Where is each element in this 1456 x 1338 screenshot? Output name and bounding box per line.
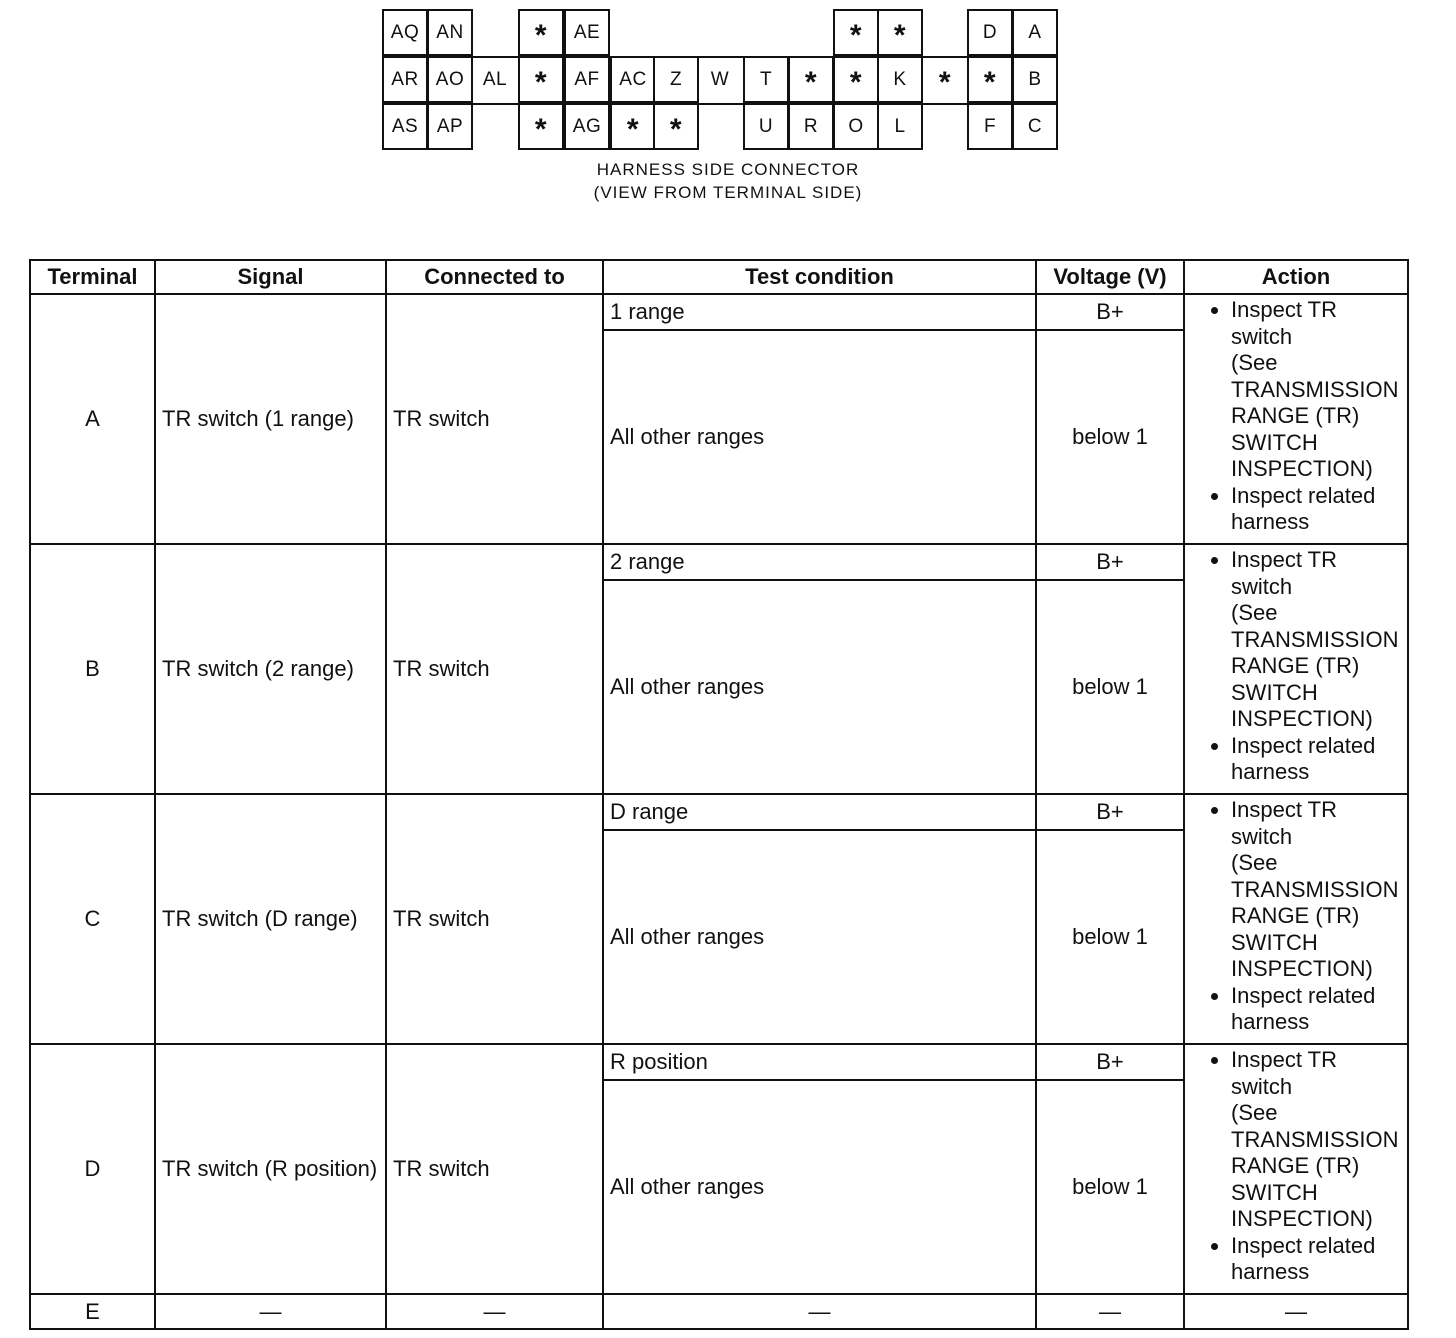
action-cell [1184,544,1408,794]
connector-pin: AL [482,68,508,90]
signal-cell: TR switch (R position) [155,1044,386,1294]
connector-pin: D [967,9,1013,56]
connector-pin: K [877,56,923,103]
table-row [30,294,1408,330]
connector-pin: C [1012,103,1058,150]
connector-pin: AC [610,56,656,103]
terminal-cell: E [30,1294,155,1329]
connector-pin: AS [382,103,428,150]
connector-pin: * [518,103,564,150]
signal-cell: TR switch (1 range) [155,294,386,544]
action-item: • Inspect related harness [1231,733,1403,786]
table-header-row [30,260,1408,294]
connector-pin: AF [564,56,610,103]
terminal-cell: A [30,294,155,544]
connector-pin: AE [564,9,610,56]
condition-cell: R position [603,1044,1036,1080]
terminal-voltage-table [29,259,1409,1330]
terminal-cell: D [30,1044,155,1294]
table-row [30,544,1408,580]
connector-pin: AR [382,56,428,103]
connected-to-cell: TR switch [386,1044,603,1294]
connector-pin: W [710,68,730,90]
action-cell [1184,794,1408,1044]
voltage-cell: B+ [1036,1044,1184,1080]
action-item: • Inspect related harness [1231,983,1403,1036]
signal-cell: — [155,1294,386,1329]
voltage-cell: below 1 [1036,580,1184,794]
connector-pin: AN [427,9,473,56]
connector-pin: * [610,103,656,150]
header-terminal: Terminal [30,260,155,294]
voltage-cell: B+ [1036,294,1184,330]
header-voltage: Voltage (V) [1036,260,1184,294]
connector-pin: R [788,103,834,150]
header-test-condition: Test condition [603,260,1036,294]
signal-cell: TR switch (2 range) [155,544,386,794]
header-action: Action [1184,260,1408,294]
connector-pin: L [877,103,923,150]
voltage-cell: below 1 [1036,1080,1184,1294]
connector-pin: AQ [382,9,428,56]
action-item: • Inspect TR switch (See TRANSMISSION RANGE (TR) SWITCH INSPECTION) [1231,547,1403,733]
action-item: • Inspect related harness [1231,1233,1403,1286]
condition-cell: D range [603,794,1036,830]
action-cell [1184,294,1408,544]
action-item: • Inspect TR switch (See TRANSMISSION RANGE (TR) SWITCH INSPECTION) [1231,797,1403,983]
table-row [30,1044,1408,1080]
voltage-cell: B+ [1036,544,1184,580]
voltage-cell: below 1 [1036,830,1184,1044]
header-connected-to: Connected to [386,260,603,294]
connected-to-cell: TR switch [386,294,603,544]
connected-to-cell: TR switch [386,544,603,794]
connector-pin: * [967,56,1013,103]
action-item: • Inspect TR switch (See TRANSMISSION RANGE (TR) SWITCH INSPECTION) [1231,1047,1403,1233]
connector-pin: * [653,103,699,150]
condition-cell: All other ranges [603,580,1036,794]
connector-pin: * [877,9,923,56]
action-item: • Inspect TR switch (See TRANSMISSION RANGE (TR) SWITCH INSPECTION) [1231,297,1403,483]
terminal-cell: C [30,794,155,1044]
connector-pin: * [833,56,879,103]
connector-pin: * [938,65,952,99]
action-cell: — [1184,1294,1408,1329]
connector-caption-line2: (VIEW FROM TERMINAL SIDE) [593,183,863,202]
connected-to-cell: TR switch [386,794,603,1044]
table-row [30,1294,1408,1329]
connector-pin: AP [427,103,473,150]
connector-caption-line1: HARNESS SIDE CONNECTOR [596,160,860,179]
condition-cell: All other ranges [603,830,1036,1044]
condition-cell: 2 range [603,544,1036,580]
voltage-cell: B+ [1036,794,1184,830]
table-row [30,794,1408,830]
connector-pin: Z [653,56,699,103]
connector-pin: * [788,56,834,103]
connector-pin: AO [427,56,473,103]
condition-cell: All other ranges [603,1080,1036,1294]
action-item: • Inspect related harness [1231,483,1403,536]
connected-to-cell: — [386,1294,603,1329]
connector-pin: F [967,103,1013,150]
condition-cell: 1 range [603,294,1036,330]
terminal-cell: B [30,544,155,794]
connector-pin: O [833,103,879,150]
connector-pin: B [1012,56,1058,103]
connector-pin: * [518,9,564,56]
connector-pin: U [743,103,789,150]
voltage-cell: below 1 [1036,330,1184,544]
header-signal: Signal [155,260,386,294]
voltage-cell: — [1036,1294,1184,1329]
harness-connector-diagram [0,0,1456,220]
connector-pin: * [518,56,564,103]
connector-pin: * [833,9,879,56]
condition-cell: — [603,1294,1036,1329]
condition-cell: All other ranges [603,330,1036,544]
action-cell [1184,1044,1408,1294]
connector-pin: A [1012,9,1058,56]
connector-pin: AG [564,103,610,150]
signal-cell: TR switch (D range) [155,794,386,1044]
connector-pin: T [743,56,789,103]
